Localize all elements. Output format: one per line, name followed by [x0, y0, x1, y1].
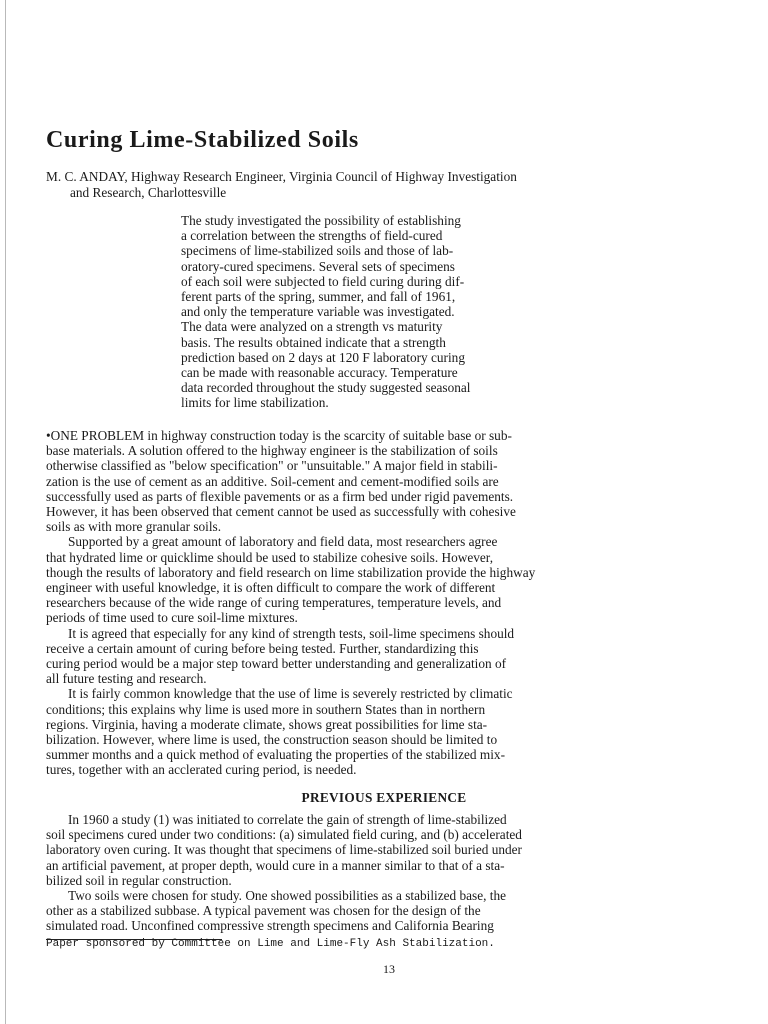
abstract-line: The data were analyzed on a strength vs maturity	[181, 319, 443, 335]
text-line: all future testing and research.	[46, 671, 207, 687]
text-line: soils as with more granular soils.	[46, 519, 222, 535]
text-line: an artificial pavement, at proper depth, would cure in a manner similar to that of a sta-	[46, 857, 505, 873]
text-line: In 1960 a study (1) was initiated to correlate the gain of strength of lime-stabilized	[68, 812, 507, 827]
text-line: However, it has been observed that cement cannot be used as successfully with cohesive	[46, 504, 516, 520]
page-number: 13	[383, 962, 395, 976]
text-line: periods of time used to cure soil-lime mixtures.	[46, 610, 298, 626]
text-line: Supported by a great amount of laboratory and field data, most researchers agree	[68, 534, 498, 550]
text-line: bilized soil in regular construction.	[46, 872, 232, 888]
paragraph-curing-agreement	[46, 626, 722, 687]
text-line: receive a certain amount of curing before being tested. Further, standardizing this	[46, 640, 479, 656]
paragraph-two-soils	[46, 888, 722, 934]
text-line: laboratory oven curing. It was thought that specimens of lime-stabilized soil buried under	[46, 842, 522, 858]
abstract-line: of each soil were subjected to field curing during dif-	[181, 273, 465, 289]
text-line: Two soils were chosen for study. One showed possibilities as a stabilized base, the	[68, 888, 507, 904]
text-line: that hydrated lime or quicklime should be used to stabilize cohesive soils. However,	[46, 549, 494, 565]
text-line: bilization. However, where lime is used, the construction season should be limited to	[46, 732, 498, 748]
author-line-1: M. C. ANDAY, Highway Research Engineer, Virginia Council of Highway Investigation	[46, 169, 517, 184]
paragraph-study-1960	[46, 812, 722, 888]
text-line: other as a stabilized subbase. A typical pavement was chosen for the design of the	[46, 903, 481, 919]
text-line: researchers because of the wide range of curing temperatures, temperature levels, and	[46, 595, 502, 611]
author-line-2: and Research, Charlottesville	[70, 185, 227, 200]
text-line: base materials. A solution offered to the highway engineer is the stabilization of soils	[46, 443, 498, 459]
paragraph-climate	[46, 686, 722, 777]
text-line: simulated road. Unconfined compressive strength specimens and California Bearing	[46, 918, 494, 934]
text-line: zation is the use of cement as an additive. Soil-cement and cement-modified soils are	[46, 473, 499, 489]
paragraph-lime-research	[46, 534, 722, 625]
abstract-line: prediction based on 2 days at 120 F laboratory curing	[181, 349, 465, 365]
text-line: conditions; this explains why lime is used more in southern States than in northern	[46, 701, 486, 717]
paragraph-intro	[46, 428, 722, 534]
abstract-line: data recorded throughout the study suggested seasonal	[181, 380, 471, 396]
section-heading: PREVIOUS EXPERIENCE	[301, 790, 467, 805]
text-line: successfully used as parts of flexible pavements or as a firm bed under rigid pavements.	[46, 488, 514, 504]
abstract-line: specimens of lime-stabilized soils and those of lab-	[181, 243, 454, 259]
text-line: engineer with useful knowledge, it is often difficult to compare the work of different	[46, 580, 496, 596]
text-line: regions. Virginia, having a moderate climate, shows great possibilities for lime sta-	[46, 716, 488, 732]
text-line: •ONE PROBLEM in highway construction today is the scarcity of suitable base or sub-	[46, 428, 512, 443]
text-line: summer months and a quick method of evaluating the properties of the stabilized mix-	[46, 747, 505, 763]
abstract-line: ferent parts of the spring, summer, and fall of 1961,	[181, 289, 456, 305]
text-line: soil specimens cured under two conditions: (a) simulated field curing, and (b) accelerated	[46, 827, 522, 843]
text-line: otherwise classified as "below specification" or "unsuitable." A major field in stabili-	[46, 458, 498, 474]
page-edge-line	[5, 0, 6, 1024]
text-line: It is agreed that especially for any kind of strength tests, soil-lime specimens should	[68, 625, 515, 641]
abstract-line: can be made with reasonable accuracy. Temperature	[181, 365, 458, 381]
abstract-line: a correlation between the strengths of field-cured	[181, 228, 443, 244]
text-line: It is fairly common knowledge that the use of lime is severely restricted by climatic	[68, 686, 513, 702]
abstract	[181, 213, 601, 411]
footnote: Paper sponsored by Committee on Lime and Lime-Fly Ash Stabilization.	[46, 938, 495, 950]
abstract-line: oratory-cured specimens. Several sets of specimens	[181, 258, 455, 274]
abstract-line: The study investigated the possibility of establishing	[181, 213, 461, 228]
author-affiliation	[46, 169, 746, 201]
abstract-line: limits for lime stabilization.	[181, 395, 329, 411]
abstract-line: and only the temperature variable was investigated.	[181, 304, 455, 320]
body-text-previous-experience	[46, 812, 722, 934]
text-line: tures, together with an acclerated curing period, is needed.	[46, 762, 357, 778]
body-text	[46, 428, 722, 778]
text-line: though the results of laboratory and field research on lime stabilization provide the highway	[46, 564, 536, 580]
text-line: curing period would be a major step toward better understanding and generalization of	[46, 656, 507, 672]
abstract-line: basis. The results obtained indicate that a strength	[181, 334, 446, 350]
article-title: Curing Lime-Stabilized Soils	[46, 127, 359, 153]
